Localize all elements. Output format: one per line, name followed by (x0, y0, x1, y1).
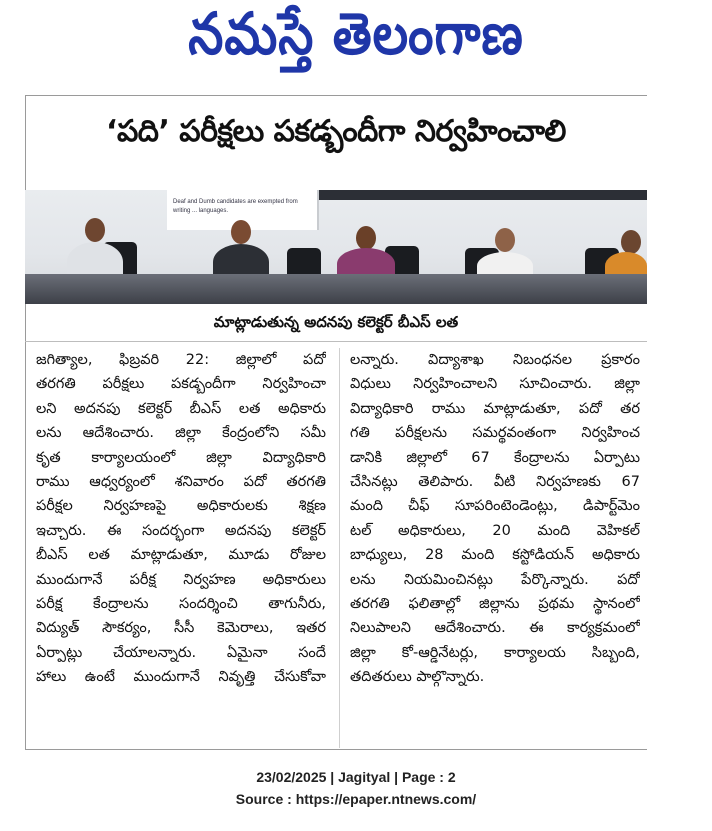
text-line: విధులు నిర్వహించాలని సూచించారు. జిల్లా (350, 376, 640, 393)
text-line: లను నియమించినట్లు పేర్కొన్నారు. పదో (350, 571, 640, 588)
text-line: జగిత్యాల, ఫిబ్రవరి 22: జిల్లాలో పదో (36, 352, 326, 368)
text-line: రాము ఆధ్వర్యంలో శనివారం పదో తరగతి (36, 474, 326, 491)
article-column-right (350, 348, 640, 690)
masthead-logo: నమస్తే తెలంగాణ (188, 0, 524, 67)
text-line: నిలుపాలని ఆదేశించారు. ఈ కార్యక్రమంలో (350, 620, 640, 637)
frame-rule-top (25, 95, 647, 96)
text-line: ఇచ్చారు. ఈ సందర్భంగా అదనపు కలెక్టర్ (36, 522, 326, 539)
source-link[interactable]: Source : https://epaper.ntnews.com/ (235, 791, 477, 807)
text-line: పరీక్ష కేంద్రాలను సందర్శించి తాగునీరు, (36, 596, 326, 613)
frame-rule-bottom (25, 749, 647, 750)
text-line: లని అదనపు కలెక్టర్ బీఎస్ లత అధికారు (36, 400, 326, 417)
text-line: తదితరులు పాల్గొన్నారు. (350, 669, 485, 686)
text-line: ఏర్పాట్లు చేయాలన్నారు. ఏమైనా సందే (36, 644, 326, 661)
text-line: విద్యుత్ సౌకర్యం, సీసీ కెమెరాలు, ఇతర (36, 620, 326, 637)
column-divider (339, 348, 340, 748)
photo-wall-banner (317, 190, 647, 200)
article-photo (25, 190, 647, 304)
photo-conference-table (25, 274, 647, 304)
article-column-left (36, 348, 326, 690)
text-line: జిల్లా కో-ఆర్డినేటర్లు, కార్యాలయ సిబ్బంది, (350, 644, 640, 661)
text-line: పరీక్షల నిర్వహణపై అధికారులకు శిక్షణ (36, 498, 326, 515)
text-line: మంది చీఫ్ సూపరింటెండెంట్లు, డిపార్ట్‌మెం (350, 498, 640, 515)
text-line: తరగతి పరీక్షలు పకడ్బందీగా నిర్వహించా (36, 376, 326, 393)
photo-slide-text: Deaf and Dumb candidates are exempted from writing ... languages. (173, 199, 298, 214)
article-headline: ‘పది’ పరీక్షలు పకడ్బందీగా నిర్వహించాలి (106, 114, 566, 149)
page-footer (0, 766, 712, 810)
text-line: తరగతి ఫలితాల్లో జిల్లాను ప్రథమ స్థానంలో (350, 596, 640, 613)
text-line: గతి పరీక్షలను సమర్థవంతంగా నిర్వహించ (350, 425, 640, 442)
text-line: డానికి జిల్లాలో 67 కేంద్రాలను ఏర్పాటు (350, 449, 640, 466)
text-line: లను ఆదేశించారు. జిల్లా కేంద్రంలోని సమీ (36, 425, 326, 442)
photo-caption: మాట్లాడుతున్న అదనపు కలెక్టర్ బీఎస్ లత (25, 306, 647, 342)
text-line: టల్ అధికారులు, 20 మంది వెహికల్ (350, 522, 640, 539)
text-line: హాలు ఉంటే ముందుగానే నివృత్తి చేసుకోవా (36, 669, 326, 686)
text-line: విద్యాధికారి రాము మాట్లాడుతూ, పదో తర (350, 400, 640, 417)
text-line: లన్నారు. విద్యాశాఖ నిబంధనల ప్రకారం (350, 352, 640, 368)
text-line: బీఎస్ లత మాట్లాడుతూ, మూడు రోజుల (36, 547, 326, 564)
text-line: కృత కార్యాలయంలో జిల్లా విద్యాధికారి (36, 449, 326, 466)
edition-info: 23/02/2025 | Jagityal | Page : 2 (256, 769, 456, 785)
masthead (0, 0, 712, 76)
text-line: ముందుగానే పరీక్ష నిర్వహణ అధికారులు (36, 571, 326, 588)
text-line: చేసినట్లు తెలిపారు. వీటి నిర్వహణకు 67 (350, 474, 640, 491)
text-line: బాధ్యులు, 28 మంది కస్టోడియన్ అధికారు (350, 547, 640, 564)
